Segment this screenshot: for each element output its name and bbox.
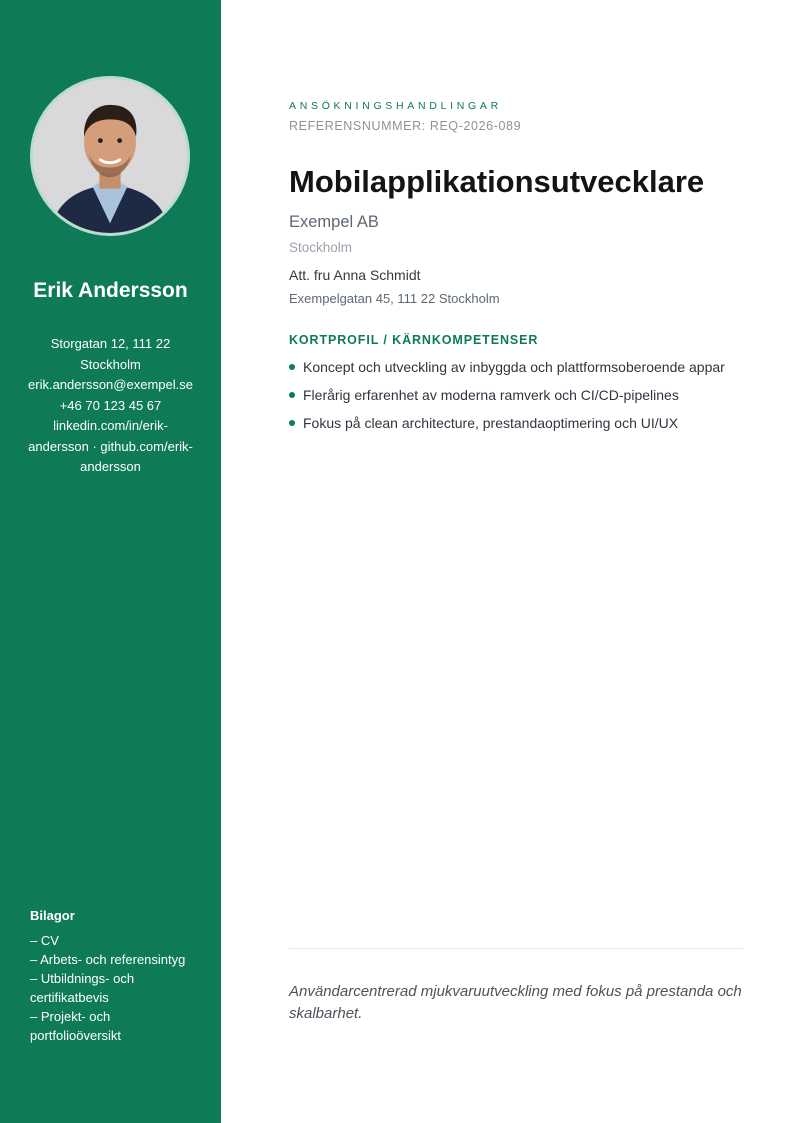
attachment-item: – Arbets- och referensintyg bbox=[30, 952, 186, 967]
contact-address-line-2: Stockholm bbox=[80, 356, 141, 372]
bullet-text: Flerårig erfarenhet av moderna ramverk och CI/CD-pipelines bbox=[303, 387, 679, 403]
bullet-dot-icon bbox=[289, 364, 295, 370]
list-item bbox=[289, 386, 744, 414]
job-title: Mobilapplikationsutvecklare bbox=[289, 164, 705, 199]
bullet-dot-icon bbox=[289, 420, 295, 426]
bullet-text: Koncept och utveckling av inbyggda och plattformsoberoende appar bbox=[303, 359, 725, 375]
list-item bbox=[289, 414, 744, 442]
attachment-item: – CV bbox=[30, 933, 59, 948]
contact-links-line-3[interactable]: andersson bbox=[80, 459, 141, 474]
contact-block bbox=[25, 334, 196, 478]
bullet-text: Fokus på clean architecture, prestandaoptimering och UI/UX bbox=[303, 415, 679, 431]
attention-line: Att. fru Anna Schmidt bbox=[289, 267, 421, 283]
company-city: Stockholm bbox=[289, 240, 353, 255]
attachment-item: – Utbildnings- och bbox=[30, 971, 135, 986]
company-name: Exempel AB bbox=[289, 213, 379, 231]
avatar-portrait-icon bbox=[33, 79, 187, 233]
attachment-item: – Projekt- och bbox=[30, 1009, 111, 1024]
profile-section-title: KORTPROFIL / KÄRNKOMPETENSER bbox=[289, 333, 539, 347]
contact-email[interactable]: erik.andersson@exempel.se bbox=[28, 377, 193, 392]
reference-number: REFERENSNUMMER: REQ-2026-089 bbox=[289, 119, 522, 133]
attachments-list bbox=[30, 931, 200, 1045]
applicant-name: Erik Andersson bbox=[33, 279, 188, 302]
contact-links-line-1[interactable]: linkedin.com/in/erik- bbox=[53, 418, 168, 433]
contact-phone[interactable]: +46 70 123 45 67 bbox=[59, 397, 162, 413]
tagline: Användarcentrerad mjukvaruutveckling med fokus på prestanda och skalbarhet. bbox=[289, 983, 742, 1022]
contact-address-line-1: Storgatan 12, 111 22 bbox=[50, 336, 171, 351]
bullet-dot-icon bbox=[289, 392, 295, 398]
attachment-item: portfolioöversikt bbox=[30, 1028, 122, 1043]
recipient-address: Exempelgatan 45, 111 22 Stockholm bbox=[289, 291, 500, 306]
list-item bbox=[289, 358, 744, 386]
contact-links-line-2[interactable]: andersson · github.com/erik- bbox=[28, 438, 193, 454]
profile-bullet-list bbox=[289, 358, 744, 442]
avatar bbox=[30, 76, 190, 236]
document-kicker: ANSÖKNINGSHANDLINGAR bbox=[289, 100, 502, 112]
attachments-section bbox=[30, 908, 200, 1045]
attachment-item: certifikatbevis bbox=[30, 990, 109, 1005]
sidebar bbox=[0, 0, 221, 1123]
divider bbox=[289, 948, 743, 949]
attachments-title: Bilagor bbox=[30, 908, 75, 923]
